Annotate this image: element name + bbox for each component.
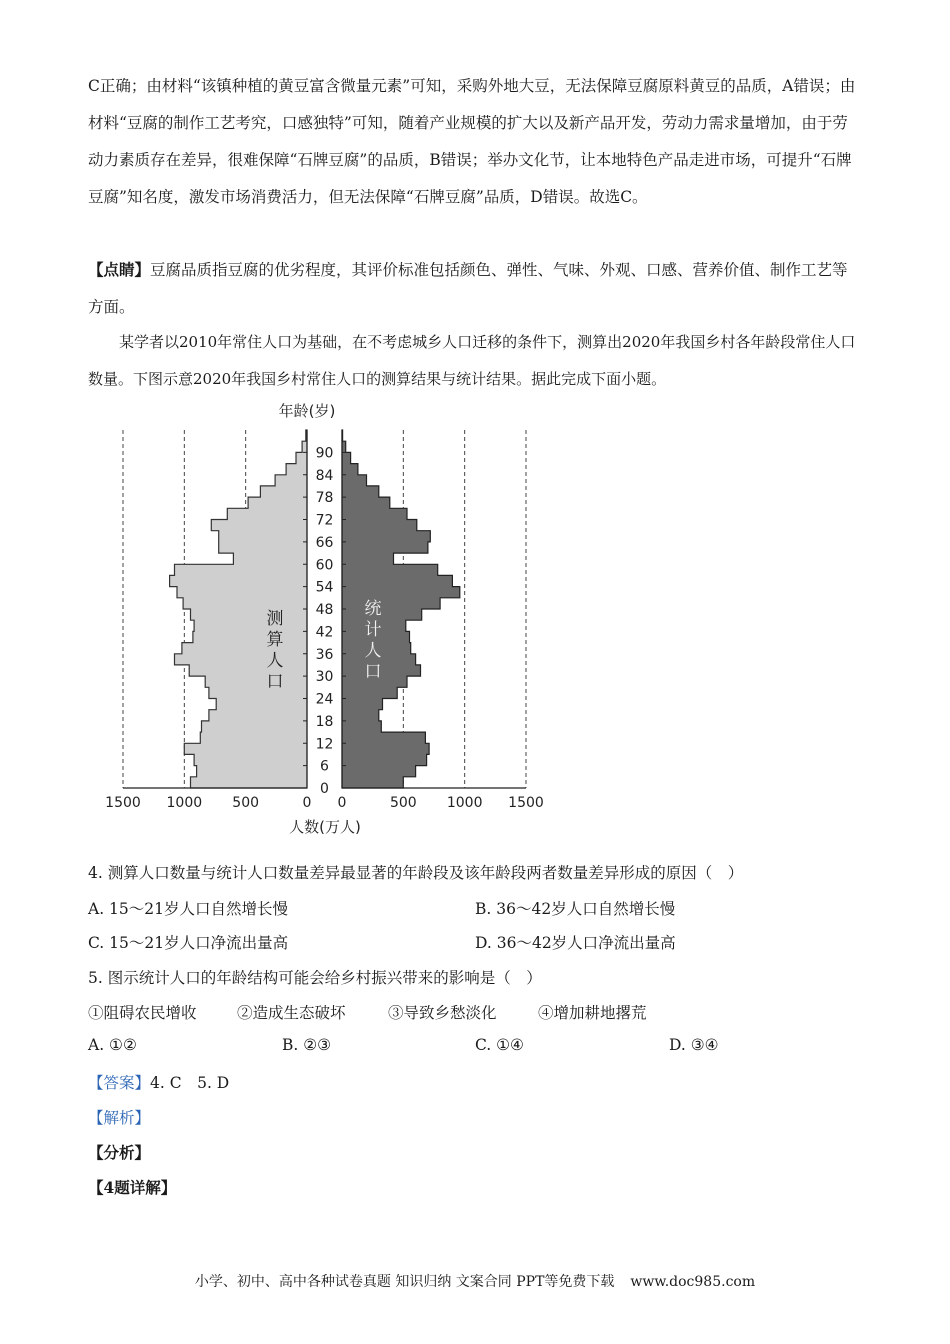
y-tick-label-78: 78 xyxy=(315,490,334,507)
paragraph-intro: 某学者以2010年常住人口为基础，在不考虑城乡人口迁移的条件下，测算出2020年我国乡村各年龄段常住人口数量。下图示意2020年我国乡村常住人口的测算结果与统计结果。据此完成下面小题。 xyxy=(88,333,856,388)
q5-option-c: C. ①④ xyxy=(475,1036,524,1054)
series-statistical-population xyxy=(342,430,460,788)
y-tick-label-72: 72 xyxy=(315,512,334,529)
y-tick-label-60: 60 xyxy=(315,557,334,574)
paragraph-answer-explanation: C正确；由材料“该镇种植的黄豆富含微量元素”可知，采购外地大豆，无法保障豆腐原料黄豆的品质，A错误；由材料“豆腐的制作工艺考究，口感独特”可知，随着产业规模的扩大以及新产品开发，劳动力需求量增加，由于劳动力素质存在差异，很难保障“石牌豆腐”的品质，B错误；举办文化节，让本地特色产品走进市场，可提升“石牌豆腐”知名度，激发市场消费活力，但无法保障“石牌豆腐”品质，D错误。故选C。 xyxy=(88,77,856,206)
analysis-label: 【解析】 xyxy=(88,1109,151,1127)
y-axis-title: 年龄(岁) xyxy=(278,402,336,420)
x-tick-left-500: 500 xyxy=(232,795,260,811)
label-estimated-char-1: 算 xyxy=(266,630,284,650)
y-tick-label-84: 84 xyxy=(315,467,334,484)
x-tick-left-1000: 1000 xyxy=(166,795,203,811)
y-tick-label-24: 24 xyxy=(315,691,334,708)
fenxi-label: 【分析】 xyxy=(88,1143,151,1162)
page-footer xyxy=(0,1271,950,1291)
y-tick-label-12: 12 xyxy=(315,736,334,753)
q4-option-d: D. 36～42岁人口净流出量高 xyxy=(475,934,676,952)
x-tick-left-0: 0 xyxy=(302,795,312,811)
label-estimated-char-3: 口 xyxy=(266,672,284,692)
y-tick-label-54: 54 xyxy=(315,579,334,596)
answer-label: 【答案】 xyxy=(88,1074,151,1092)
y-tick-label-42: 42 xyxy=(315,624,334,641)
label-statistical-char-2: 人 xyxy=(364,641,382,661)
answer-line xyxy=(88,1071,229,1093)
footer-text: 小学、初中、高中各种试卷真题 知识归纳 文案合同 PPT等免费下载 xyxy=(194,1274,615,1290)
x-tick-right-1500: 1500 xyxy=(508,795,544,811)
note-label: 【点睛】 xyxy=(88,260,151,279)
q4-option-a: A. 15～21岁人口自然增长慢 xyxy=(88,900,288,918)
y-tick-label-6: 6 xyxy=(320,758,329,775)
detail-label: 【4题详解】 xyxy=(88,1178,177,1197)
label-estimated-char-0: 测 xyxy=(266,609,284,629)
q5-statement-1: ①阻碍农民增收 xyxy=(88,1004,197,1022)
label-statistical-char-0: 统 xyxy=(364,599,382,619)
y-tick-label-66: 66 xyxy=(315,534,334,551)
y-tick-label-18: 18 xyxy=(315,713,334,730)
q5-statement-4: ④增加耕地撂荒 xyxy=(538,1004,647,1022)
question-4: 4. 测算人口数量与统计人口数量差异最显著的年龄段及该年龄段两者数量差异形成的原因（ ） xyxy=(88,864,744,882)
paragraph-note xyxy=(88,251,863,326)
x-tick-right-1000: 1000 xyxy=(446,795,483,811)
footer-url: www.doc985.com xyxy=(630,1274,756,1290)
label-statistical-char-1: 计 xyxy=(364,620,382,640)
q5-option-a: A. ①② xyxy=(88,1036,137,1054)
q5-statement-3: ③导致乡愁淡化 xyxy=(388,1004,497,1022)
q4-option-c: C. 15～21岁人口净流出量高 xyxy=(88,934,289,952)
y-tick-label-30: 30 xyxy=(315,669,334,686)
population-pyramid-chart xyxy=(95,400,555,840)
y-tick-label-48: 48 xyxy=(315,602,334,618)
series-estimated-population xyxy=(170,430,307,788)
y-tick-label-0: 0 xyxy=(320,781,329,797)
x-tick-right-0: 0 xyxy=(337,795,347,811)
y-tick-label-90: 90 xyxy=(315,445,334,462)
q5-option-d: D. ③④ xyxy=(669,1036,719,1054)
q4-option-b: B. 36～42岁人口自然增长慢 xyxy=(475,900,676,918)
question-5: 5. 图示统计人口的年龄结构可能会给乡村振兴带来的影响是（ ） xyxy=(88,969,542,987)
x-tick-left-1500: 1500 xyxy=(105,795,141,811)
label-statistical-char-3: 口 xyxy=(364,662,382,682)
label-estimated-char-2: 人 xyxy=(266,651,284,671)
x-axis-title: 人数(万人) xyxy=(289,818,361,836)
q5-statement-2: ②造成生态破坏 xyxy=(237,1004,346,1022)
q5-option-b: B. ②③ xyxy=(282,1036,332,1054)
note-text: 豆腐品质指豆腐的优劣程度，其评价标准包括颜色、弹性、气味、外观、口感、营养价值、制作工艺等方面。 xyxy=(88,261,848,316)
answer-text: 4. C 5. D xyxy=(150,1074,230,1092)
x-tick-right-500: 500 xyxy=(389,795,417,811)
y-tick-label-36: 36 xyxy=(315,646,334,663)
